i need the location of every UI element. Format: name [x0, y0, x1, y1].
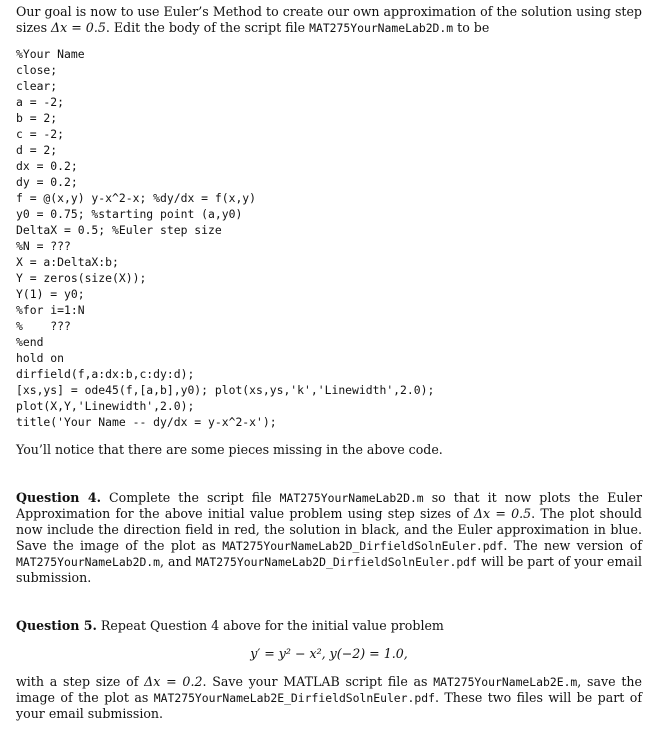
intro-text-2: . Edit the body of the script file	[105, 20, 310, 35]
intro-step-size: Δx = 0.5	[51, 20, 106, 35]
question-5	[16, 618, 642, 634]
q5-step-size: Δx = 0.2	[144, 674, 203, 689]
code-line: Y(1) = y0;	[16, 287, 85, 301]
q5-filename-2: MAT275YourNameLab2E_DirfieldSolnEuler.pdf	[153, 691, 435, 705]
document-page	[16, 4, 642, 722]
q4-text-1: Complete the script file	[100, 490, 280, 505]
q5-text-5: . These two files will be part of your email submission.	[16, 690, 642, 721]
intro-text-3: to be	[453, 20, 490, 35]
q4-text-5: , and	[160, 554, 196, 569]
notice-paragraph: You’ll notice that there are some pieces missing in the above code.	[16, 442, 443, 457]
code-line: Y = zeros(size(X));	[16, 271, 147, 285]
code-line: %N = ???	[16, 239, 71, 253]
code-block	[16, 46, 642, 430]
question-5-label: Question 5.	[16, 618, 97, 633]
question-5-continued	[16, 674, 642, 722]
code-line: title('Your Name -- dy/dx = y-x^2-x');	[16, 415, 277, 429]
code-line: DeltaX = 0.5; %Euler step size	[16, 223, 222, 237]
code-line: dx = 0.2;	[16, 159, 78, 173]
code-line: y0 = 0.75; %starting point (a,y0)	[16, 207, 243, 221]
intro-filename: MAT275YourNameLab2D.m	[309, 21, 454, 35]
code-line: %for i=1:N	[16, 303, 85, 317]
q4-step-size: Δx = 0.5	[473, 506, 532, 521]
q5-equation: y′ = y² − x², y(−2) = 1.0,	[250, 646, 408, 661]
q4-filename-4: MAT275YourNameLab2D_DirfieldSolnEuler.pdf	[195, 555, 477, 569]
q4-filename-2: MAT275YourNameLab2D_DirfieldSolnEuler.pdf	[222, 539, 504, 553]
q4-filename-3: MAT275YourNameLab2D.m	[16, 555, 161, 569]
code-line: [xs,ys] = ode45(f,[a,b],y0); plot(xs,ys,'k','Linewidth',2.0);	[16, 383, 435, 397]
q5-text-3: . Save your MATLAB script file as	[202, 674, 434, 689]
code-line: dirfield(f,a:dx:b,c:dy:d);	[16, 367, 195, 381]
q4-text-4: . The new version of	[503, 538, 642, 553]
code-line: %Your Name	[16, 47, 85, 61]
q4-text-3: . The plot should now include the direction field in red, the solution in black, and the Euler approximation in blue. Save the image of the plot as	[16, 506, 642, 553]
q5-text-4: , save the image of the plot as	[16, 674, 642, 705]
intro-paragraph	[16, 4, 642, 36]
q5-filename-1: MAT275YourNameLab2E.m	[433, 675, 578, 689]
question-4	[16, 490, 642, 586]
q5-text-1: Repeat Question 4 above for the initial value problem	[96, 618, 444, 633]
code-line: close;	[16, 63, 58, 77]
code-line: X = a:DeltaX:b;	[16, 255, 119, 269]
code-line: b = 2;	[16, 111, 58, 125]
question-4-label: Question 4.	[16, 490, 101, 505]
code-line: % ???	[16, 319, 71, 333]
q4-text-6: will be part of your email submission.	[16, 554, 642, 585]
code-line: d = 2;	[16, 143, 58, 157]
code-line: c = -2;	[16, 127, 65, 141]
q5-text-2: with a step size of	[16, 674, 145, 689]
q4-filename-1: MAT275YourNameLab2D.m	[279, 491, 424, 505]
q4-text-2: so that it now plots the Euler Approximation for the above initial value problem using step sizes of	[16, 490, 642, 521]
code-line: f = @(x,y) y-x^2-x; %dy/dx = f(x,y)	[16, 191, 257, 205]
code-line: %end	[16, 335, 44, 349]
code-line: plot(X,Y,'Linewidth',2.0);	[16, 399, 195, 413]
intro-text: Our goal is now to use Euler’s Method to create our own approximation of the solution using step sizes	[16, 4, 642, 35]
code-line: clear;	[16, 79, 58, 93]
code-line: dy = 0.2;	[16, 175, 78, 189]
code-line: a = -2;	[16, 95, 65, 109]
code-line: hold on	[16, 351, 65, 365]
